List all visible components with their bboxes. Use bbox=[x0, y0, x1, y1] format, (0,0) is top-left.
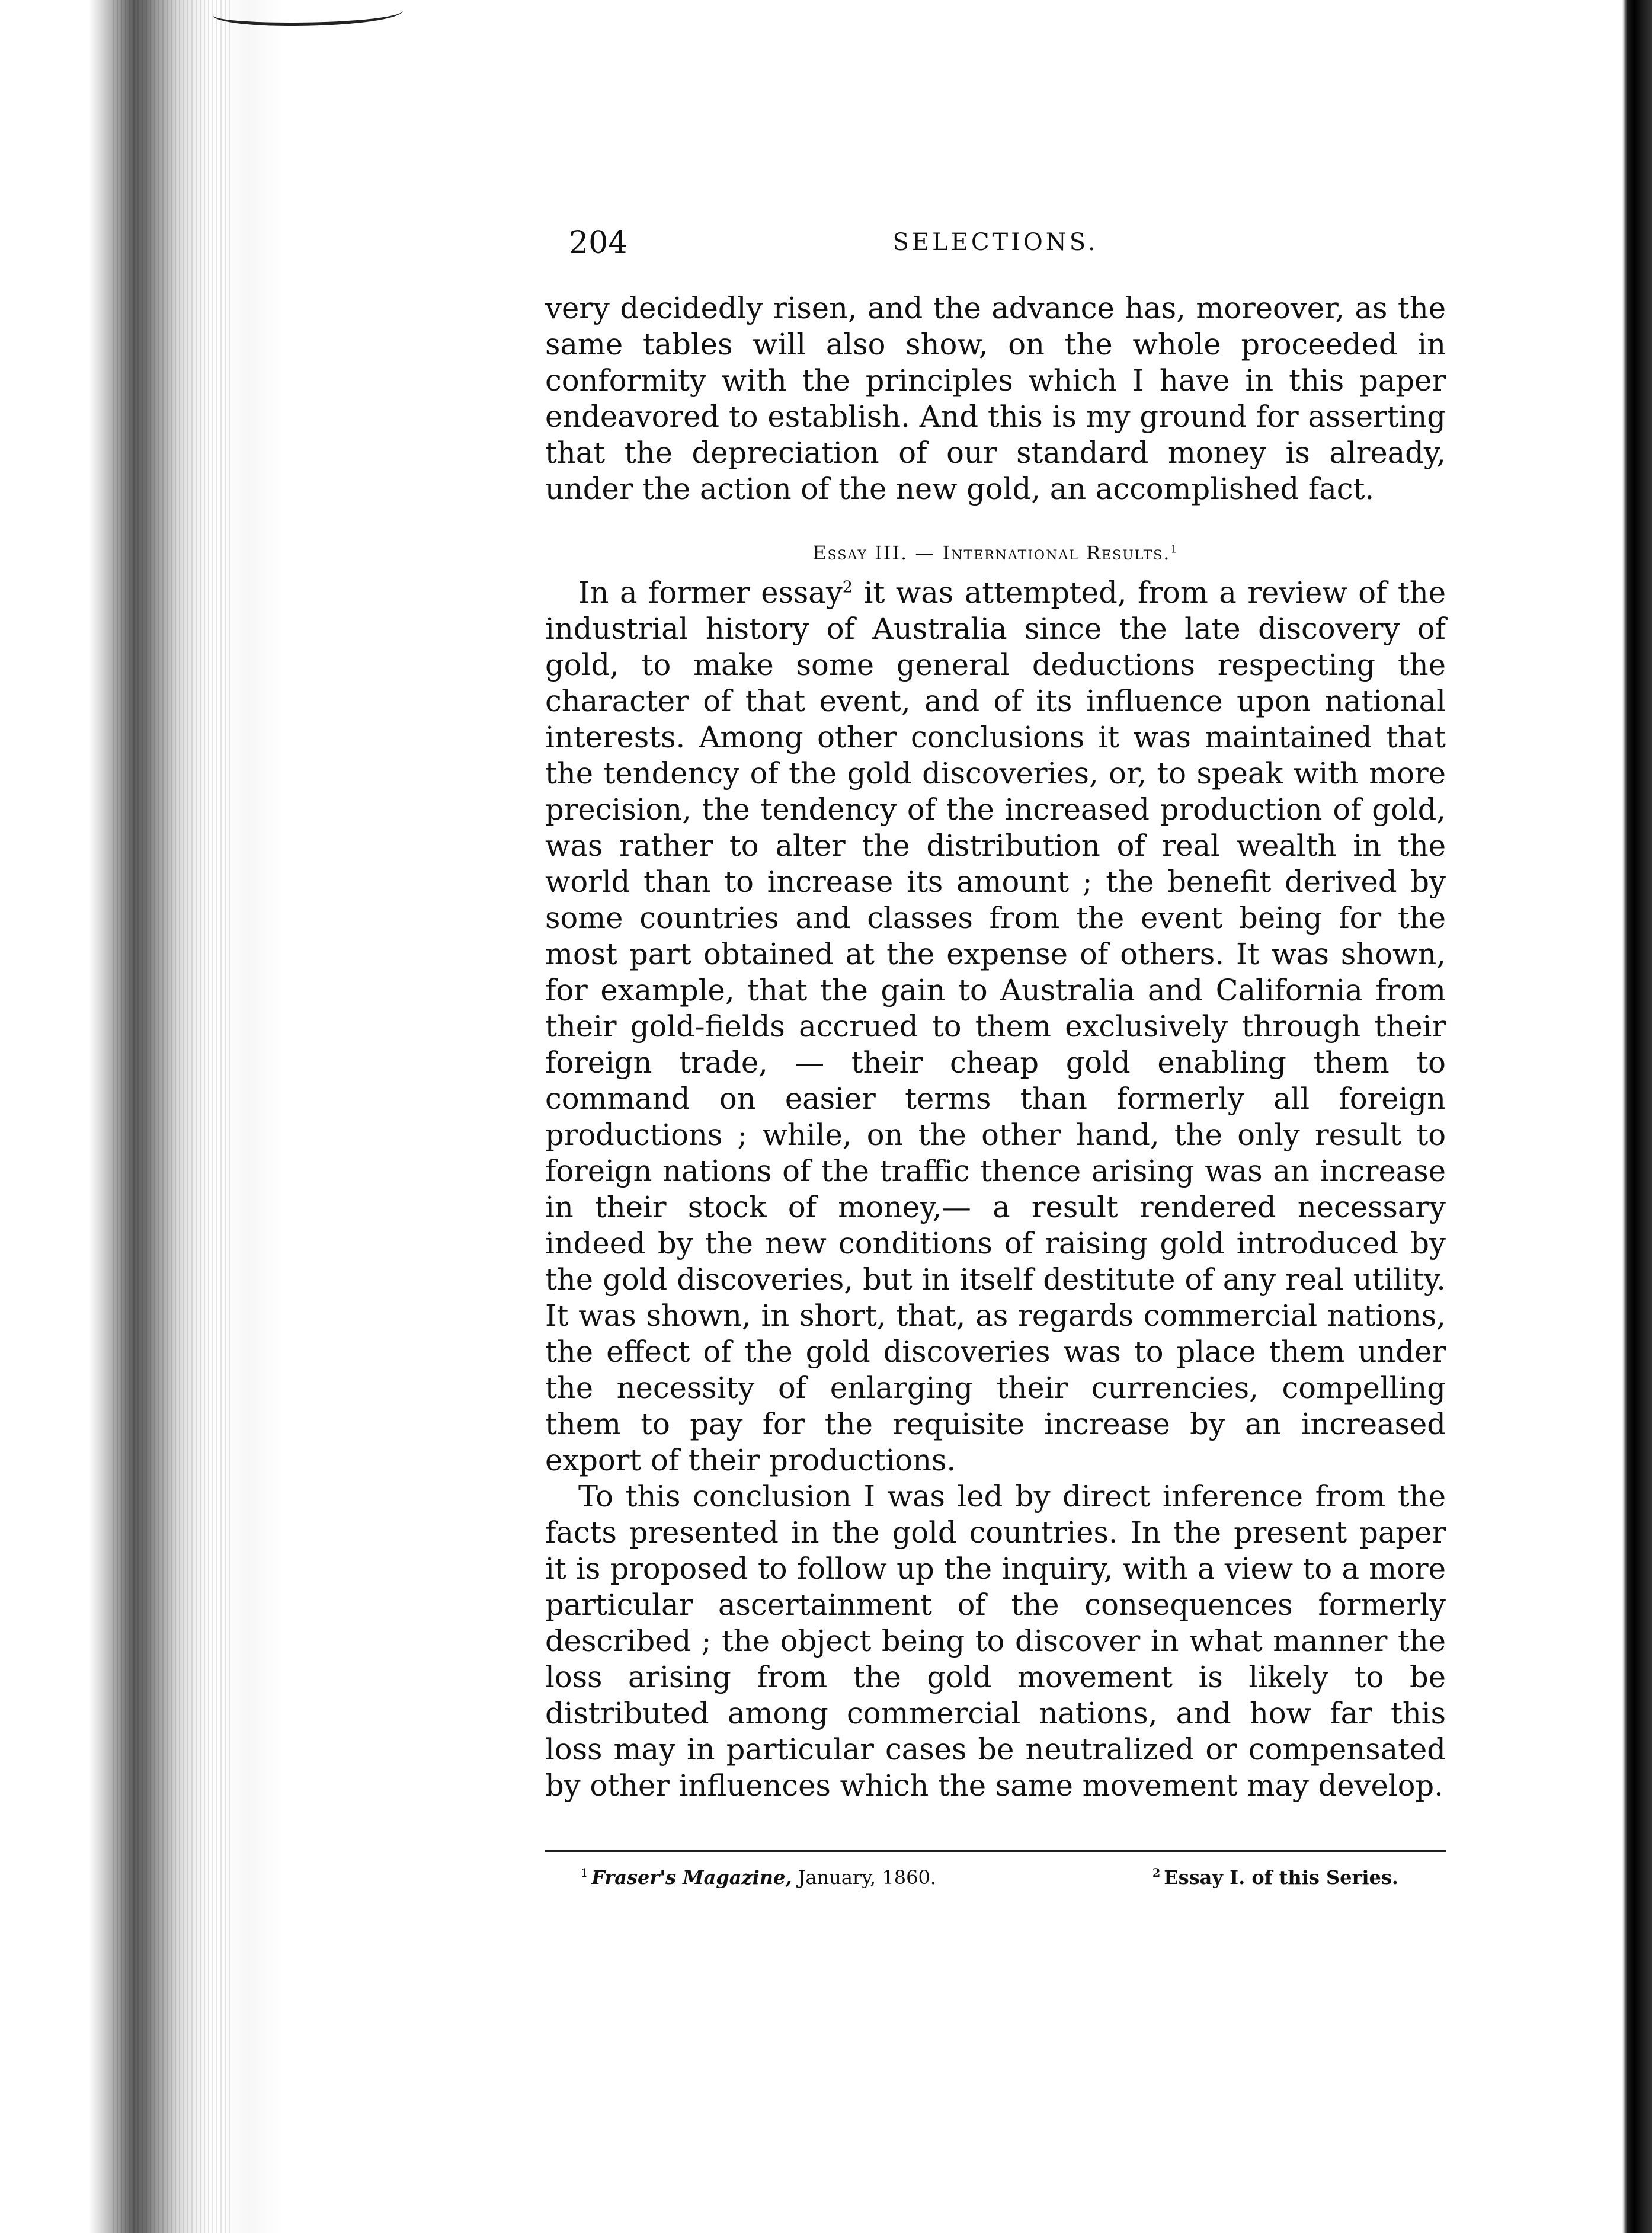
paragraph-1-rest: it was attempted, from a review of the industrial history of Australia since the late discovery of gold, to make some general deductions respecting the character of that event, and of its influence upon national interests. Among other conclusions it was maintained that the tendency of the gold discoveries, or, to speak with more precision, the tendency of the increased production of gold, was rather to alter the distribution of real wealth in the world than to increase its amount ; the benefit derived by some countries and classes from the event being for the most part obtained at the expense of others. It was shown, for example, that the gain to Australia and California from their gold-fields accrued to them exclusively through their foreign trade, — their cheap gold enabling them to command on easier terms than formerly all foreign productions ; while, on the other hand, the only result to foreign nations of the traffic thence arising was an increase in their stock of money,— a result rendered necessary indeed by the new conditions of raising gold introduced by the gold discoveries, but in itself destitute of any real utility. It was shown, in short, that, as regards commercial nations, the effect of the gold discoveries was to place them under the necessity of enlarging their currencies, compelling them to pay for the requisite increase by an increased export of their productions. bbox=[545, 575, 1446, 1477]
footnotes bbox=[545, 1866, 1446, 1902]
footnote-2 bbox=[1152, 1866, 1398, 1889]
footnote-1-title: Fraser's Magazine, bbox=[591, 1866, 792, 1889]
footnote-2-mark: 2 bbox=[1152, 1866, 1161, 1880]
footnote-1 bbox=[581, 1866, 936, 1889]
continued-paragraph: very decidedly risen, and the advance has, moreover, as the same tables will also show, on the whole proceeded in conformity with the principles which I have in this paper endeavored to establish. And this is my ground for asserting that the depreciation of our standard money is already, under the action of the new gold, an accomplished fact. bbox=[545, 291, 1446, 506]
paragraph-2: To this conclusion I was led by direct inference from the facts presented in the gold countries. In the present paper it is proposed to follow up the inquiry, with a view to a more particular ascertainment of the consequences formerly described ; the object being to discover in what manner the loss arising from the gold movement is likely to be distributed among commercial nations, and how far this loss may in particular cases be neutralized or compensated by other influences which the same movement may develop. bbox=[545, 1479, 1446, 1803]
footnote-rule bbox=[545, 1850, 1446, 1852]
footnote-1-mark: 1 bbox=[581, 1866, 588, 1880]
footnote-1-date: January, 1860. bbox=[792, 1866, 936, 1889]
running-title: SELECTIONS. bbox=[892, 229, 1099, 256]
paragraph-1-start: In a former essay bbox=[578, 575, 843, 610]
footnote-ref-1: 1 bbox=[1170, 543, 1179, 556]
book-page bbox=[545, 225, 1446, 1902]
right-page-edge bbox=[1599, 0, 1652, 2233]
footnote-ref-2: 2 bbox=[842, 578, 853, 597]
page-number: 204 bbox=[569, 225, 628, 261]
pen-mark bbox=[213, 0, 403, 26]
footnote-2-text: Essay I. of this Series. bbox=[1164, 1866, 1398, 1889]
running-head bbox=[545, 225, 1446, 290]
paragraph-1 bbox=[545, 575, 1446, 1479]
essay-heading bbox=[545, 542, 1446, 564]
page-edges bbox=[113, 0, 231, 2233]
essay-heading-text: Essay III. — International Results. bbox=[812, 542, 1171, 564]
body-text bbox=[545, 290, 1446, 1804]
